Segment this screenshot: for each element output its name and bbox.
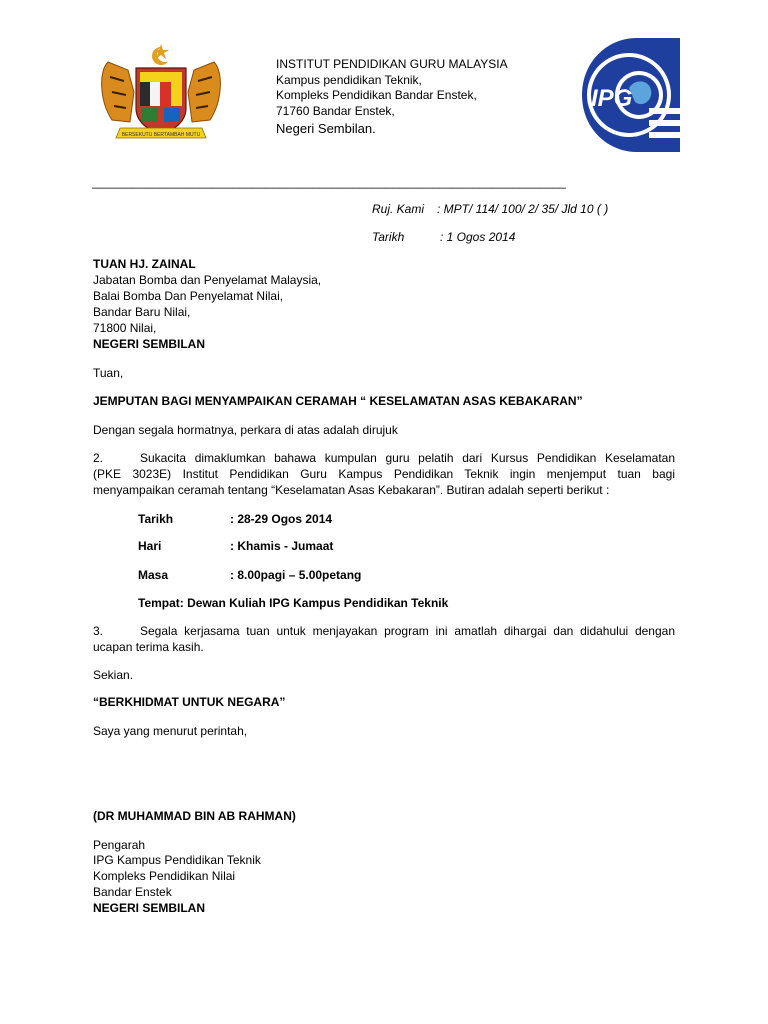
- signatory-line: Bandar Enstek: [93, 885, 172, 899]
- paragraph-text: ucapan terima kasih.: [93, 640, 204, 654]
- date-label: Tarikh: [372, 230, 405, 244]
- salutation: Tuan,: [93, 366, 124, 380]
- paragraph-number: 3.: [93, 624, 104, 638]
- letter-subject: JEMPUTAN BAGI MENYAMPAIKAN CERAMAH “ KESELAMATAN ASAS KEBAKARAN”: [93, 394, 583, 408]
- detail-label: Tarikh: [138, 512, 174, 526]
- paragraph-text: menyampaikan ceramah tentang “Keselamatan Asas Kebakaran”. Butiran adalah seperti berikut :: [93, 483, 610, 497]
- detail-label: Hari: [138, 539, 162, 553]
- address-line: 71760 Bandar Enstek,: [276, 104, 395, 118]
- paragraph-number: 2.: [93, 451, 104, 465]
- paragraph-text: Sukacita dimaklumkan bahawa kumpulan guru pelatih dari Kursus Pendidikan Keselamatan: [140, 451, 675, 465]
- reference-label: Ruj. Kami: [372, 202, 425, 216]
- signatory-line: IPG Kampus Pendidikan Teknik: [93, 853, 261, 867]
- closing-line: Sekian.: [93, 668, 134, 682]
- signatory-state: NEGERI SEMBILAN: [93, 901, 206, 915]
- date-value: : 1 Ogos 2014: [440, 230, 516, 244]
- malaysia-coat-of-arms-logo: [90, 42, 232, 146]
- crest-motto-text: BERSEKUTU BERTAMBAH MUTU: [121, 132, 201, 138]
- recipient-line: Bandar Baru Nilai,: [93, 305, 191, 319]
- paragraph-text: Segala kerjasama tuan untuk menjayakan program ini amatlah dihargai dan didahului dengan: [140, 624, 675, 638]
- recipient-line: Jabatan Bomba dan Penyelamat Malaysia,: [93, 273, 322, 287]
- sign-off: Saya yang menurut perintah,: [93, 724, 248, 738]
- paragraph-text: (PKE 3023E) Institut Pendidikan Guru Kampus Pendidikan Teknik ingin menjemput tuan bagi: [93, 467, 675, 481]
- detail-value: : Khamis - Jumaat: [230, 539, 334, 553]
- recipient-line: Balai Bomba Dan Penyelamat Nilai,: [93, 289, 284, 303]
- address-line: Kampus pendidikan Teknik,: [276, 73, 422, 87]
- letterhead-divider: _______________________________________________________________________: [92, 175, 566, 189]
- institution-name: INSTITUT PENDIDIKAN GURU MALAYSIA: [276, 57, 508, 71]
- detail-label: Masa: [138, 568, 169, 582]
- detail-value: : 28-29 Ogos 2014: [230, 512, 333, 526]
- recipient-line: 71800 Nilai,: [93, 321, 157, 335]
- address-line: Negeri Sembilan.: [276, 121, 376, 136]
- ipg-logo-text: IPG: [591, 85, 633, 112]
- recipient-state: NEGERI SEMBILAN: [93, 337, 206, 351]
- signatory-name: (DR MUHAMMAD BIN AB RAHMAN): [93, 809, 296, 823]
- signatory-line: Pengarah: [93, 838, 146, 852]
- address-line: Kompleks Pendidikan Bandar Enstek,: [276, 88, 477, 102]
- recipient-name: TUAN HJ. ZAINAL: [93, 257, 196, 271]
- detail-value: : 8.00pagi – 5.00petang: [230, 568, 362, 582]
- signatory-line: Kompleks Pendidikan Nilai: [93, 869, 236, 883]
- ipg-logo: [577, 38, 680, 152]
- opening-line: Dengan segala hormatnya, perkara di atas adalah dirujuk: [93, 423, 398, 437]
- detail-venue: Tempat: Dewan Kuliah IPG Kampus Pendidikan Teknik: [138, 596, 449, 610]
- reference-value: : MPT/ 114/ 100/ 2/ 35/ Jld 10 ( ): [437, 202, 609, 216]
- motto: “BERKHIDMAT UNTUK NEGARA”: [93, 695, 286, 709]
